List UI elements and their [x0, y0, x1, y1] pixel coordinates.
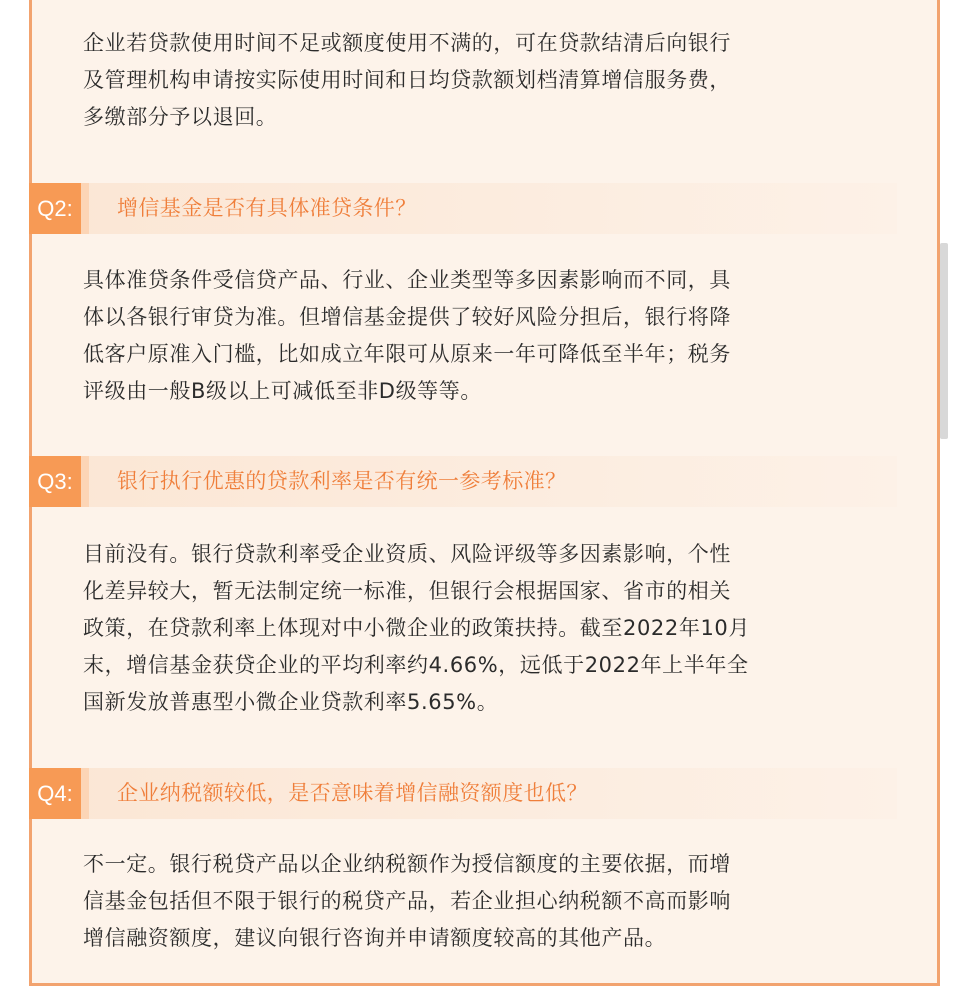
scrollbar-thumb[interactable] [940, 243, 948, 439]
question-bar-q4 [29, 768, 897, 819]
answer-q2: 具体准贷条件受信贷产品、行业、企业类型等多因素影响而不同，具 体以各银行审贷为准。但增信基金提供了较好风险分担后，银行将降 低客户原准入门槛，比如成立年限可从原来一年可降低至半年；税务 评级由一般B级以上可减低至非D级等等。 [83, 268, 731, 403]
question-text-q4: 企业纳税额较低，是否意味着增信融资额度也低？ [117, 781, 588, 805]
question-text-q3: 银行执行优惠的贷款利率是否有统一参考标准？ [117, 469, 567, 493]
question-label-q4: Q4: [29, 768, 81, 819]
question-label-q3: Q3: [29, 456, 81, 507]
question-label-divider [81, 456, 89, 507]
answer-q3: 目前没有。银行贷款利率受企业资质、风险评级等多因素影响，个性 化差异较大，暂无法制定统一标准，但银行会根据国家、省市的相关 政策，在贷款利率上体现对中小微企业的政策扶持。截至2022年10月 末，增信基金获贷企业的平均利率约4.66%，远低于2022年上半年全 国新发放普惠型小微企业贷款利率5.65%。 [83, 542, 750, 714]
question-label-divider [81, 768, 89, 819]
question-label-q2: Q2: [29, 183, 81, 234]
answer-q1: 企业若贷款使用时间不足或额度使用不满的，可在贷款结清后向银行 及管理机构申请按实际使用时间和日均贷款额划档清算增信服务费， 多缴部分予以退回。 [83, 31, 731, 129]
question-text-q2: 增信基金是否有具体准贷条件？ [117, 196, 417, 220]
question-label-divider [81, 183, 89, 234]
answer-q4: 不一定。银行税贷产品以企业纳税额作为授信额度的主要依据，而增 信基金包括但不限于银行的税贷产品，若企业担心纳税额不高而影响 增信融资额度，建议向银行咨询并申请额度较高的其他产品。 [83, 852, 731, 950]
question-bar-q2 [29, 183, 897, 234]
question-bar-q3 [29, 456, 897, 507]
